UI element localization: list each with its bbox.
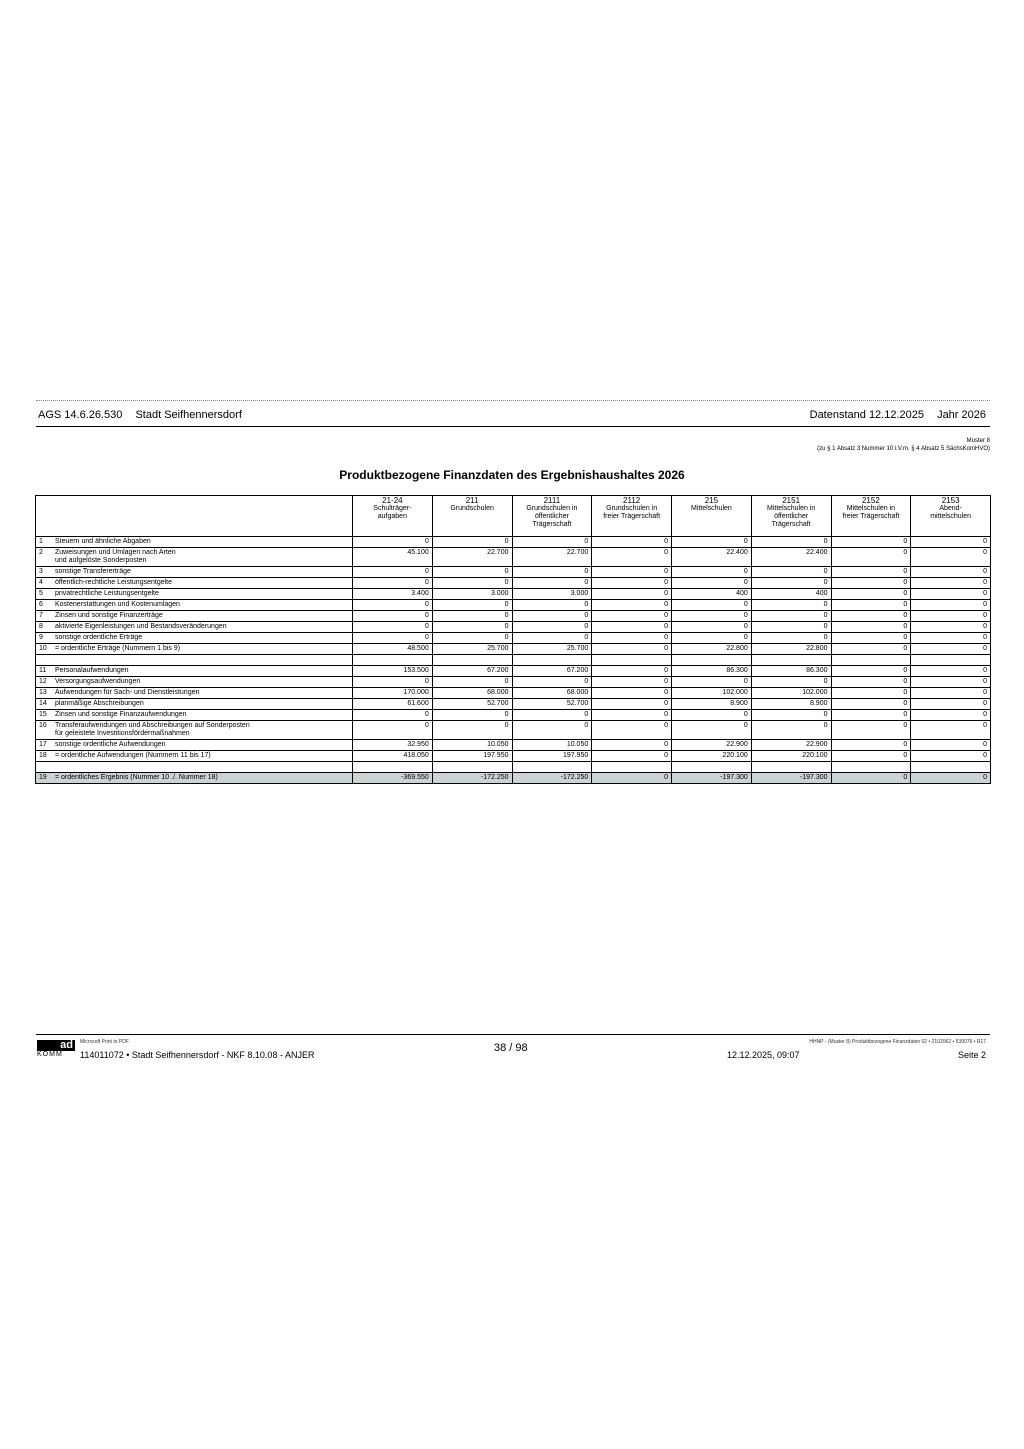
table-cell: 22.900 — [751, 740, 831, 751]
table-cell: 0 — [751, 633, 831, 644]
table-cell: 0 — [751, 537, 831, 548]
column-header-211 — [432, 496, 512, 537]
table-cell: 0 — [911, 567, 991, 578]
table-cell: 0 — [831, 567, 911, 578]
row-number: 18 — [39, 752, 47, 759]
table-row — [36, 773, 991, 784]
row-label-text: Zinsen und sonstige Finanzerträge — [55, 612, 163, 619]
table-cell: 0 — [353, 622, 433, 633]
table-cell: 45.100 — [353, 548, 433, 567]
table-cell — [672, 762, 752, 773]
table-cell: 0 — [592, 740, 672, 751]
table-cell: 0 — [831, 666, 911, 677]
row-label — [36, 655, 353, 666]
table-cell — [911, 655, 991, 666]
table-cell: 0 — [751, 578, 831, 589]
table-cell: 0 — [831, 751, 911, 762]
table-cell: 3.000 — [432, 589, 512, 600]
table-cell: 0 — [911, 589, 991, 600]
table-cell: 0 — [831, 710, 911, 721]
row-label — [36, 537, 353, 548]
table-cell: 0 — [353, 721, 433, 740]
row-label — [36, 611, 353, 622]
table-row — [36, 699, 991, 710]
row-number: 12 — [39, 678, 47, 685]
table-cell: 0 — [911, 666, 991, 677]
table-cell — [831, 762, 911, 773]
table-row — [36, 688, 991, 699]
table-cell: 0 — [831, 688, 911, 699]
table-cell: 0 — [353, 677, 433, 688]
table-cell: 0 — [432, 537, 512, 548]
column-name: Abend- mittelschulen — [930, 505, 972, 520]
table-cell: 8.900 — [751, 699, 831, 710]
row-label-text: Zuweisungen und Umlagen nach Arten und aufgelöste Sonderposten — [55, 549, 176, 564]
table-cell: 197.950 — [432, 751, 512, 762]
table-row — [36, 589, 991, 600]
datenstand: Datenstand 12.12.2025 — [809, 409, 924, 421]
table-cell: 0 — [911, 710, 991, 721]
table-cell: 0 — [672, 677, 752, 688]
table-cell: 0 — [751, 622, 831, 633]
table-cell: 153.500 — [353, 666, 433, 677]
table-cell: 0 — [592, 633, 672, 644]
table-cell: 0 — [592, 548, 672, 567]
table-cell: 61.600 — [353, 699, 433, 710]
column-name: Mittelschulen — [690, 505, 732, 512]
table-cell: 0 — [831, 548, 911, 567]
logo-komm: KOMM — [37, 1051, 63, 1058]
row-label-text: sonstige ordentliche Erträge — [55, 634, 143, 641]
table-cell: 10.050 — [432, 740, 512, 751]
row-label-text: privatrechtliche Leistungsentgelte — [55, 590, 159, 597]
table-cell: 0 — [831, 721, 911, 740]
row-label-text: Personalaufwendungen — [55, 667, 129, 674]
table-cell: 0 — [911, 740, 991, 751]
table-cell: 3.000 — [512, 589, 592, 600]
column-name: Schulträger- aufgaben — [373, 505, 412, 520]
page-counter: 38 / 98 — [494, 1042, 528, 1054]
table-cell: 0 — [512, 537, 592, 548]
table-cell: 0 — [592, 666, 672, 677]
row-label-text: Transferaufwendungen und Abschreibungen auf Sonderposten für geleistete Investitionsfördermaßnahmen — [55, 722, 250, 737]
header-label-cell — [36, 496, 353, 537]
table-cell: 400 — [751, 589, 831, 600]
row-label — [36, 666, 353, 677]
table-cell: 102.000 — [751, 688, 831, 699]
muster-line1: Muster 8 — [966, 438, 990, 444]
table-cell: 86.300 — [751, 666, 831, 677]
table-cell: 0 — [672, 622, 752, 633]
table-cell — [353, 655, 433, 666]
column-code: 21-24 — [382, 496, 403, 505]
column-code: 2153 — [941, 496, 960, 505]
table-cell: 0 — [592, 622, 672, 633]
table-cell: 0 — [592, 611, 672, 622]
table-cell: 0 — [353, 710, 433, 721]
table-cell: 0 — [512, 622, 592, 633]
table-cell: -369.550 — [353, 773, 433, 784]
table-cell: 400 — [672, 589, 752, 600]
row-label — [36, 677, 353, 688]
table-cell: 67.200 — [432, 666, 512, 677]
column-header-2151 — [751, 496, 831, 537]
table-cell: 0 — [911, 548, 991, 567]
row-number: 10 — [39, 645, 47, 652]
column-header-21-24 — [353, 496, 433, 537]
table-cell: 418.050 — [353, 751, 433, 762]
row-label-text: Steuern und ähnliche Abgaben — [55, 538, 151, 545]
table-cell: 0 — [432, 567, 512, 578]
row-label — [36, 548, 353, 567]
table-cell: 52.700 — [432, 699, 512, 710]
table-row — [36, 740, 991, 751]
row-label — [36, 699, 353, 710]
muster-note — [817, 437, 990, 453]
finance-table — [35, 495, 991, 784]
table-cell: 22.800 — [672, 644, 752, 655]
printer-name: Microsoft Print to PDF — [80, 1039, 129, 1045]
row-number: 1 — [39, 538, 43, 545]
table-cell: -197.300 — [751, 773, 831, 784]
table-cell: 25.700 — [432, 644, 512, 655]
column-code: 2111 — [543, 496, 561, 505]
table-cell: 0 — [672, 578, 752, 589]
ags-code: AGS 14.6.26.530 — [38, 409, 123, 421]
row-label-text: sonstige ordentliche Aufwendungen — [55, 741, 166, 748]
table-cell: 0 — [831, 677, 911, 688]
table-cell: 220.100 — [672, 751, 752, 762]
table-row — [36, 677, 991, 688]
row-number: 16 — [39, 722, 47, 729]
table-cell: 0 — [911, 721, 991, 740]
table-cell: 197.950 — [512, 751, 592, 762]
column-code: 211 — [465, 496, 479, 505]
row-label-text: Kostenerstattungen und Kostenumlagen — [55, 601, 180, 608]
table-cell: 0 — [911, 688, 991, 699]
column-header-2111 — [512, 496, 592, 537]
table-row — [36, 633, 991, 644]
row-number: 3 — [39, 568, 43, 575]
table-cell: 68.000 — [432, 688, 512, 699]
jahr: Jahr 2026 — [937, 409, 986, 421]
logo-ad: ad — [37, 1040, 75, 1051]
table-cell: 68.000 — [512, 688, 592, 699]
table-row — [36, 762, 991, 773]
row-label-text: Zinsen und sonstige Finanzaufwendungen — [55, 711, 187, 718]
table-cell: 22.400 — [672, 548, 752, 567]
page-title: Produktbezogene Finanzdaten des Ergebnishaushaltes 2026 — [339, 468, 685, 482]
column-header-215 — [672, 496, 752, 537]
row-number: 2 — [39, 549, 43, 556]
table-cell: 0 — [592, 644, 672, 655]
table-cell: 0 — [831, 633, 911, 644]
table-cell: 0 — [592, 537, 672, 548]
table-row — [36, 548, 991, 567]
table-cell: -172.250 — [512, 773, 592, 784]
table-cell: 0 — [592, 773, 672, 784]
column-header-2152 — [831, 496, 911, 537]
table-cell: 0 — [831, 600, 911, 611]
table-cell: 0 — [592, 567, 672, 578]
table-cell: 220.100 — [751, 751, 831, 762]
table-cell: 0 — [592, 677, 672, 688]
table-cell: 102.000 — [672, 688, 752, 699]
row-label — [36, 740, 353, 751]
table-row — [36, 721, 991, 740]
table-row — [36, 644, 991, 655]
table-cell: 22.900 — [672, 740, 752, 751]
table-cell: 48.500 — [353, 644, 433, 655]
table-cell: 0 — [353, 600, 433, 611]
table-cell: 0 — [672, 537, 752, 548]
row-label — [36, 710, 353, 721]
table-cell: 0 — [831, 773, 911, 784]
table-cell: 0 — [831, 622, 911, 633]
table-cell: 0 — [512, 600, 592, 611]
table-cell: 0 — [353, 611, 433, 622]
table-cell: 0 — [751, 721, 831, 740]
table-row — [36, 622, 991, 633]
table-row — [36, 578, 991, 589]
table-cell — [512, 762, 592, 773]
table-cell: 0 — [353, 633, 433, 644]
row-label — [36, 622, 353, 633]
row-number: 8 — [39, 623, 43, 630]
table-header-row — [36, 496, 991, 537]
table-cell: 22.700 — [512, 548, 592, 567]
column-code: 2151 — [782, 496, 801, 505]
table-cell — [592, 655, 672, 666]
table-cell: 0 — [592, 589, 672, 600]
table-cell: 22.800 — [751, 644, 831, 655]
row-number: 15 — [39, 711, 47, 718]
table-cell: 0 — [751, 611, 831, 622]
table-cell — [831, 655, 911, 666]
table-cell: 0 — [911, 622, 991, 633]
table-cell — [432, 762, 512, 773]
row-label — [36, 688, 353, 699]
table-cell: 170.000 — [353, 688, 433, 699]
column-header-2112 — [592, 496, 672, 537]
table-cell: 0 — [751, 567, 831, 578]
row-label-text: sonstige Transfererträge — [55, 568, 131, 575]
column-name: Mittelschulen in öffentlicher Trägerschaft — [767, 505, 816, 528]
adkomm-logo — [37, 1040, 75, 1058]
table-cell: 0 — [911, 633, 991, 644]
table-cell: 0 — [911, 578, 991, 589]
table-cell: 0 — [512, 633, 592, 644]
row-number: 7 — [39, 612, 43, 619]
table-cell — [512, 655, 592, 666]
row-number: 9 — [39, 634, 43, 641]
table-cell — [911, 762, 991, 773]
table-cell: 0 — [512, 611, 592, 622]
row-label — [36, 721, 353, 740]
table-cell: 0 — [911, 677, 991, 688]
row-number: 5 — [39, 590, 43, 597]
table-cell: 0 — [831, 699, 911, 710]
row-number: 19 — [39, 774, 47, 781]
table-cell: 0 — [592, 688, 672, 699]
table-cell: 0 — [592, 721, 672, 740]
column-name: Mittelschulen in freier Trägerschaft — [842, 505, 900, 520]
row-label-text: = ordentliche Erträge (Nummern 1 bis 9) — [55, 645, 181, 652]
table-cell — [672, 655, 752, 666]
table-cell: 0 — [512, 721, 592, 740]
table-cell: 0 — [353, 578, 433, 589]
row-label — [36, 589, 353, 600]
column-name: Grundschulen — [450, 505, 494, 512]
table-cell: 0 — [672, 633, 752, 644]
footer-separator — [36, 1034, 990, 1035]
table-cell: 0 — [592, 751, 672, 762]
table-cell: 0 — [911, 600, 991, 611]
table-row — [36, 537, 991, 548]
top-separator — [36, 400, 990, 401]
table-cell: 0 — [353, 567, 433, 578]
column-header-2153 — [911, 496, 991, 537]
muster-line2: (zu § 1 Absatz 3 Nummer 10 i.V.m. § 4 Absatz 5 SächsKomHVO) — [817, 446, 990, 452]
row-number: 14 — [39, 700, 47, 707]
page-header — [36, 408, 990, 427]
table-cell: 0 — [751, 600, 831, 611]
table-cell: 0 — [911, 537, 991, 548]
table-cell: 0 — [592, 600, 672, 611]
row-label-text: öffentlich-rechtliche Leistungsentgelte — [55, 579, 173, 586]
table-cell: 0 — [831, 578, 911, 589]
table-cell: 0 — [911, 773, 991, 784]
table-cell: 22.700 — [432, 548, 512, 567]
table-cell: 0 — [911, 699, 991, 710]
table-cell: 0 — [432, 611, 512, 622]
row-label — [36, 567, 353, 578]
table-cell: 10.050 — [512, 740, 592, 751]
table-cell: 0 — [432, 633, 512, 644]
table-row — [36, 611, 991, 622]
column-code: 2112 — [623, 496, 641, 505]
table-cell: 0 — [432, 622, 512, 633]
footer-left-text: 114011072 • Stadt Seifhennersdorf - NKF 8.10.08 - ANJER — [80, 1050, 315, 1060]
table-cell: 0 — [432, 578, 512, 589]
table-cell — [751, 762, 831, 773]
column-name: Grundschulen in öffentlicher Trägerschaft — [526, 505, 578, 528]
table-row — [36, 567, 991, 578]
table-cell — [432, 655, 512, 666]
table-row — [36, 710, 991, 721]
table-cell: 25.700 — [512, 644, 592, 655]
table-cell: 0 — [672, 721, 752, 740]
footer-right-small: HHNP - (Muster 8) Produktbezogene Finanzdaten 02 • 2102062 • 539076 • R17 — [809, 1039, 986, 1045]
table-cell: 0 — [432, 710, 512, 721]
table-cell: 52.700 — [512, 699, 592, 710]
row-label-text: = ordentliche Aufwendungen (Nummern 11 bis 17) — [55, 752, 211, 759]
table-row — [36, 666, 991, 677]
row-label — [36, 644, 353, 655]
table-cell: 8.900 — [672, 699, 752, 710]
row-label-text: Aufwendungen für Sach- und Dienstleistungen — [55, 689, 200, 696]
table-cell: 0 — [831, 644, 911, 655]
column-name: Grundschulen in freier Trägerschaft — [603, 505, 661, 520]
row-label-text: = ordentliches Ergebnis (Nummer 10 ./. Nummer 18) — [55, 774, 218, 781]
footer-datetime: 12.12.2025, 09:07 — [727, 1050, 800, 1060]
column-code: 215 — [704, 496, 719, 505]
row-label — [36, 762, 353, 773]
table-cell: 0 — [911, 611, 991, 622]
row-label-text: aktivierte Eigenleistungen und Bestandsveränderungen — [55, 623, 227, 630]
table-cell — [353, 762, 433, 773]
row-number: 11 — [39, 667, 47, 674]
table-row — [36, 600, 991, 611]
column-code: 2152 — [861, 496, 880, 505]
table-cell: 0 — [751, 710, 831, 721]
row-number: 13 — [39, 689, 47, 696]
table-cell: 0 — [831, 740, 911, 751]
table-cell: 32.950 — [353, 740, 433, 751]
row-label — [36, 773, 353, 784]
table-cell: 0 — [831, 589, 911, 600]
table-cell: 0 — [672, 611, 752, 622]
table-cell: 0 — [353, 537, 433, 548]
table-cell: 0 — [432, 600, 512, 611]
row-number: 4 — [39, 579, 43, 586]
table-cell: -172.250 — [432, 773, 512, 784]
table-cell — [592, 762, 672, 773]
table-cell: 0 — [911, 751, 991, 762]
table-cell: -197.300 — [672, 773, 752, 784]
table-cell: 0 — [432, 721, 512, 740]
table-cell: 0 — [592, 578, 672, 589]
row-label — [36, 600, 353, 611]
table-cell: 0 — [512, 677, 592, 688]
row-label-text: Versorgungsaufwendungen — [55, 678, 141, 685]
table-row — [36, 655, 991, 666]
row-label — [36, 751, 353, 762]
table-cell: 67.200 — [512, 666, 592, 677]
row-number: 17 — [39, 741, 47, 748]
row-label — [36, 633, 353, 644]
table-cell: 0 — [911, 644, 991, 655]
table-cell: 0 — [512, 578, 592, 589]
row-label-text: planmäßige Abschreibungen — [55, 700, 144, 707]
table-cell: 0 — [672, 710, 752, 721]
row-number: 6 — [39, 601, 43, 608]
table-cell: 86.300 — [672, 666, 752, 677]
table-cell: 22.400 — [751, 548, 831, 567]
table-cell: 0 — [751, 677, 831, 688]
table-cell: 0 — [831, 537, 911, 548]
table-cell: 0 — [592, 699, 672, 710]
table-cell: 0 — [831, 611, 911, 622]
table-cell: 3.400 — [353, 589, 433, 600]
city-name: Stadt Seifhennersdorf — [135, 409, 242, 421]
table-cell: 0 — [592, 710, 672, 721]
table-cell: 0 — [512, 710, 592, 721]
row-label — [36, 578, 353, 589]
table-cell: 0 — [512, 567, 592, 578]
table-cell: 0 — [672, 600, 752, 611]
footer-seite: Seite 2 — [957, 1050, 986, 1060]
table-cell: 0 — [432, 677, 512, 688]
table-cell: 0 — [672, 567, 752, 578]
table-cell — [751, 655, 831, 666]
table-row — [36, 751, 991, 762]
